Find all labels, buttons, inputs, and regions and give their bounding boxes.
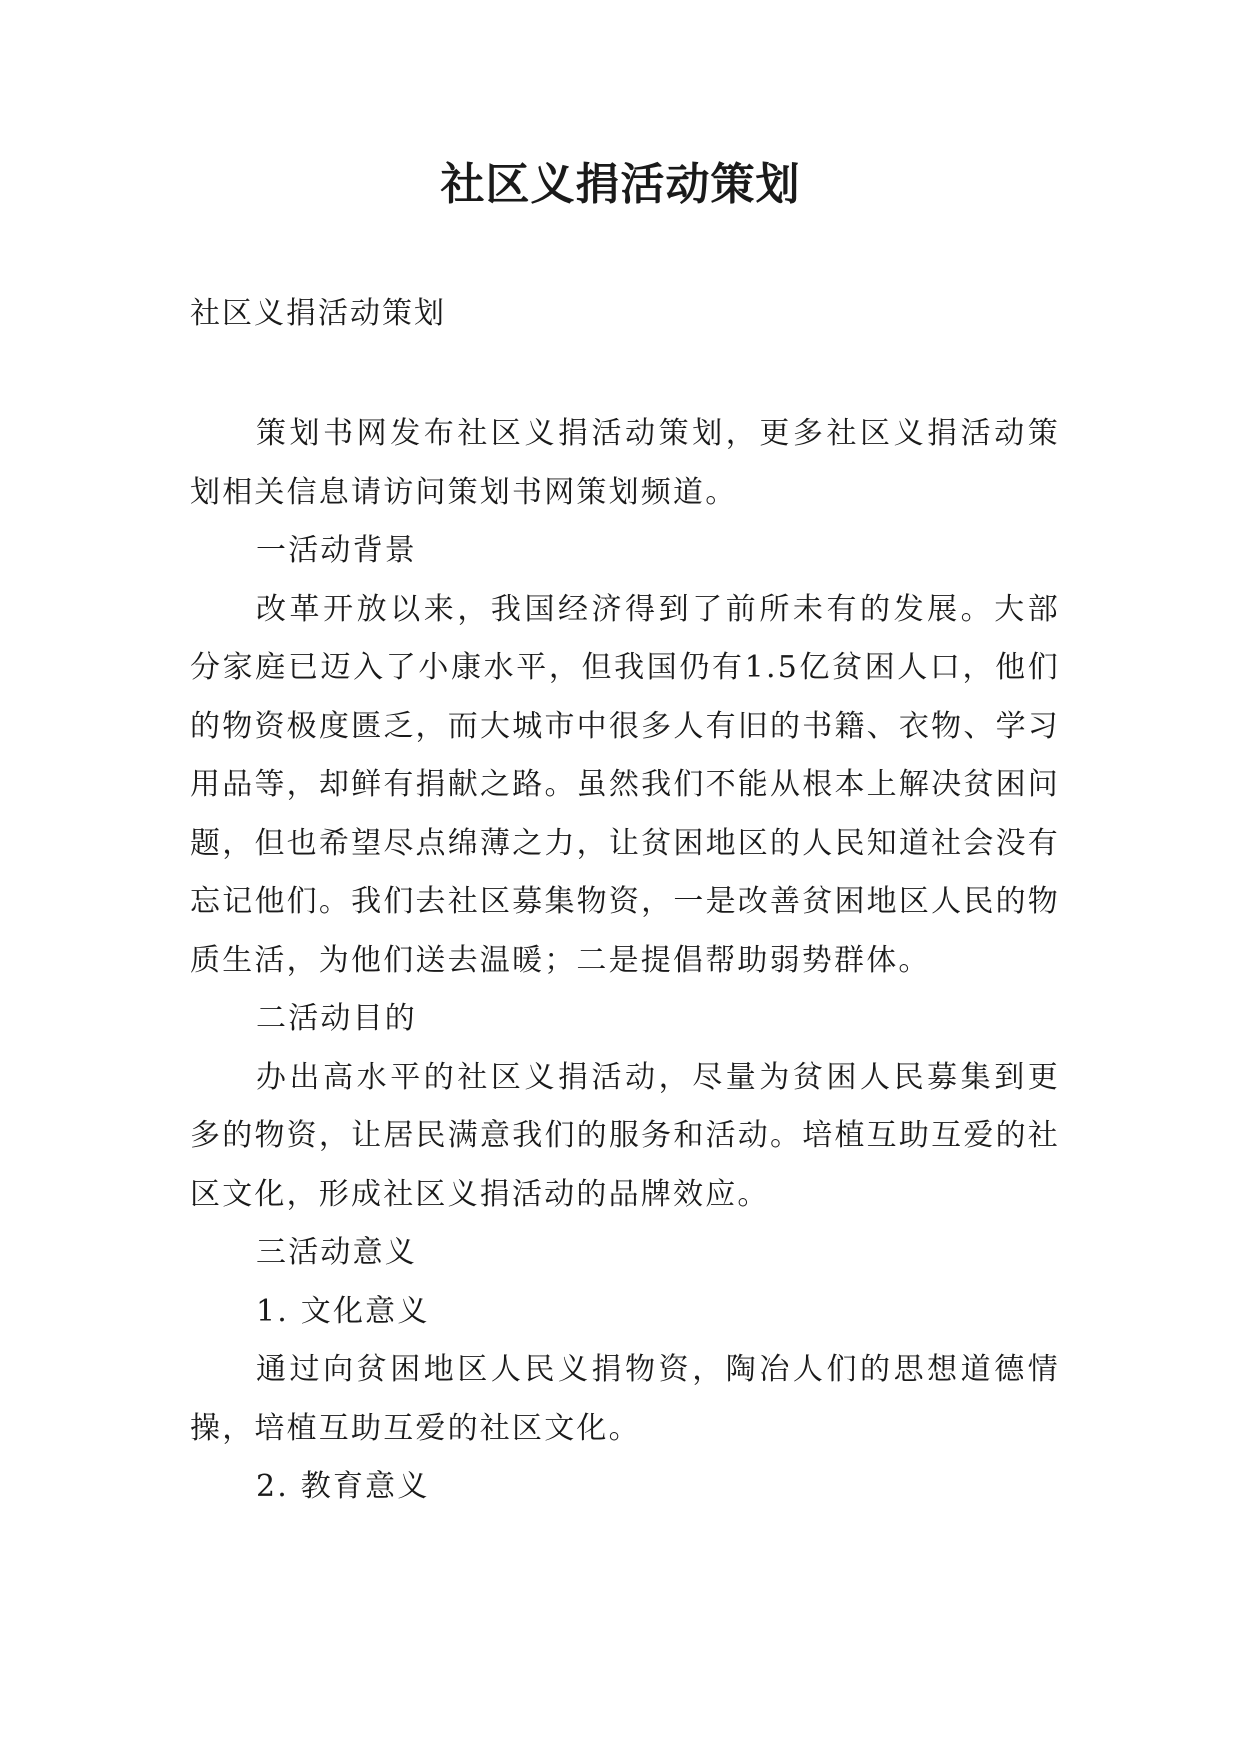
purpose-paragraph: 办出高水平的社区义捐活动，尽量为贫困人民募集到更多的物资，让居民满意我们的服务和活动。培植互助互爱的社区文化，形成社区义捐活动的品牌效应。 [190, 1059, 1060, 1212]
section-heading-significance: 三活动意义 [256, 1235, 417, 1270]
background-paragraph: 改革开放以来，我国经济得到了前所未有的发展。大部分家庭已迈入了小康水平，但我国仍有1.5亿贫困人口，他们的物资极度匮乏，而大城市中很多人有旧的书籍、衣物、学习用品等，却鲜有捐献之路。虽然我们不能从根本上解决贫困问题，但也希望尽点绵薄之力，让贫困地区的人民知道社会没有忘记他们。我们去社区募集物资，一是改善贫困地区人民的物质生活，为他们送去温暖；二是提倡帮助弱势群体。 [190, 591, 1060, 978]
section-heading-background: 一活动背景 [256, 533, 417, 568]
intro-paragraph: 策划书网发布社区义捐活动策划，更多社区义捐活动策划相关信息请访问策划书网策划频道。 [190, 416, 1060, 510]
document-body [190, 405, 1060, 1517]
document-subtitle: 社区义捐活动策划 [190, 296, 446, 331]
section-heading-purpose: 二活动目的 [256, 1001, 417, 1036]
subheading-cultural-significance: 1. 文化意义 [256, 1293, 430, 1329]
subheading-educational-significance: 2. 教育意义 [256, 1469, 430, 1504]
document-title: 社区义捐活动策划 [440, 159, 801, 210]
cultural-significance-paragraph: 通过向贫困地区人民义捐物资，陶冶人们的思想道德情操，培植互助互爱的社区文化。 [190, 1352, 1060, 1446]
